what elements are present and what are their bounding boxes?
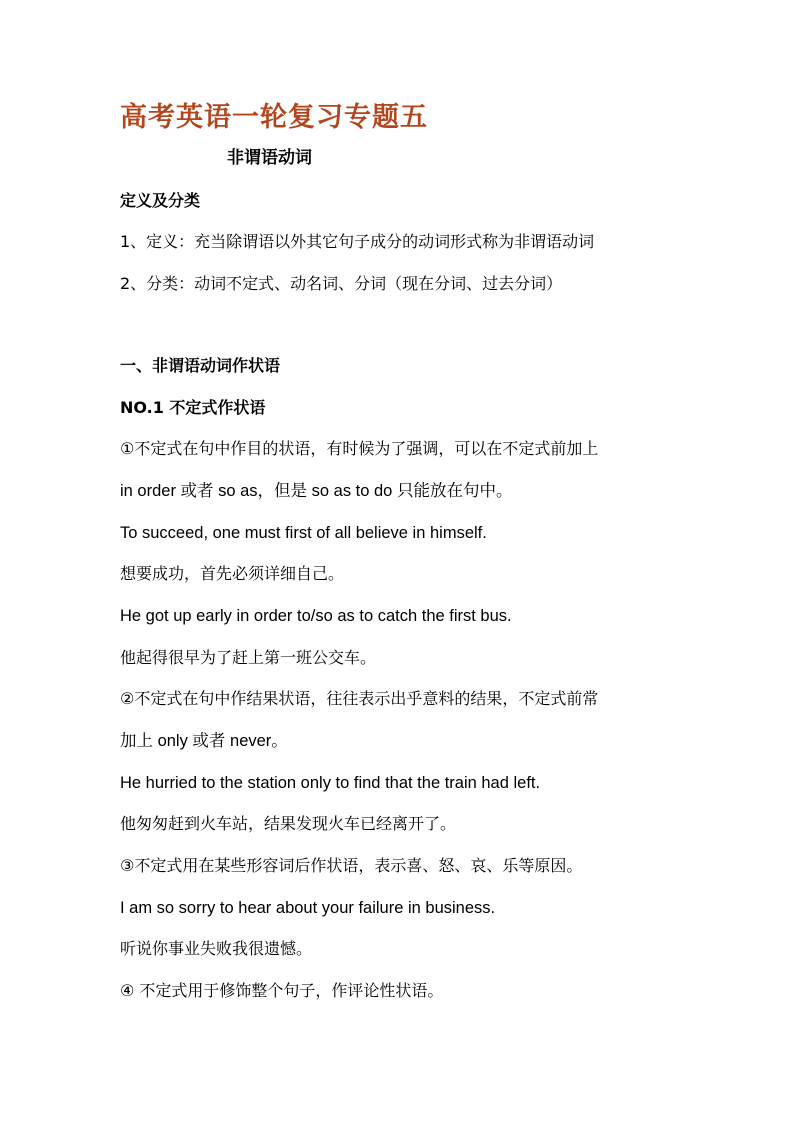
example-sentence-en: He hurried to the station only to find that the train had left. [120,774,541,792]
classification-line: 2、分类：动词不定式、动名词、分词（现在分词、过去分词） [120,274,563,293]
example-sentence-zh: 他匆匆赶到火车站，结果发现火车已经离开了。 [120,814,457,833]
document-subtitle: 非谓语动词 [227,148,312,168]
subsection-heading-no1: NO.1 不定式作状语 [120,398,266,417]
rule-3-line: ③不定式用在某些形容词后作状语，表示喜、怒、哀、乐等原因。 [120,856,583,875]
example-sentence-zh: 听说你事业失败我很遗憾。 [120,939,313,958]
rule-1-line-2: in order 或者 so as，但是 so as to do 只能放在句中。 [120,482,513,500]
document-title: 高考英语一轮复习专题五 [120,102,428,133]
rule-4-line: ④ 不定式用于修饰整个句子，作评论性状语。 [120,981,444,1000]
section-heading-adverbial: 一、非谓语动词作状语 [120,356,281,375]
rule-2-line-2: 加上 only 或者 never。 [120,732,288,750]
example-sentence-en: I am so sorry to hear about your failure in business. [120,899,496,917]
example-sentence-zh: 他起得很早为了赶上第一班公交车。 [120,648,377,667]
example-sentence-zh: 想要成功，首先必须详细自己。 [120,564,345,583]
rule-2-line-1: ②不定式在句中作结果状语，往往表示出乎意料的结果，不定式前常 [120,689,599,708]
example-sentence-en: He got up early in order to/so as to catch the first bus. [120,607,512,625]
definition-line: 1、定义：充当除谓语以外其它句子成分的动词形式称为非谓语动词 [120,232,595,251]
section-heading-definition: 定义及分类 [120,191,201,210]
rule-1-line-1: ①不定式在句中作目的状语，有时候为了强调，可以在不定式前加上 [120,439,599,458]
example-sentence-en: To succeed, one must first of all believe in himself. [120,524,487,542]
